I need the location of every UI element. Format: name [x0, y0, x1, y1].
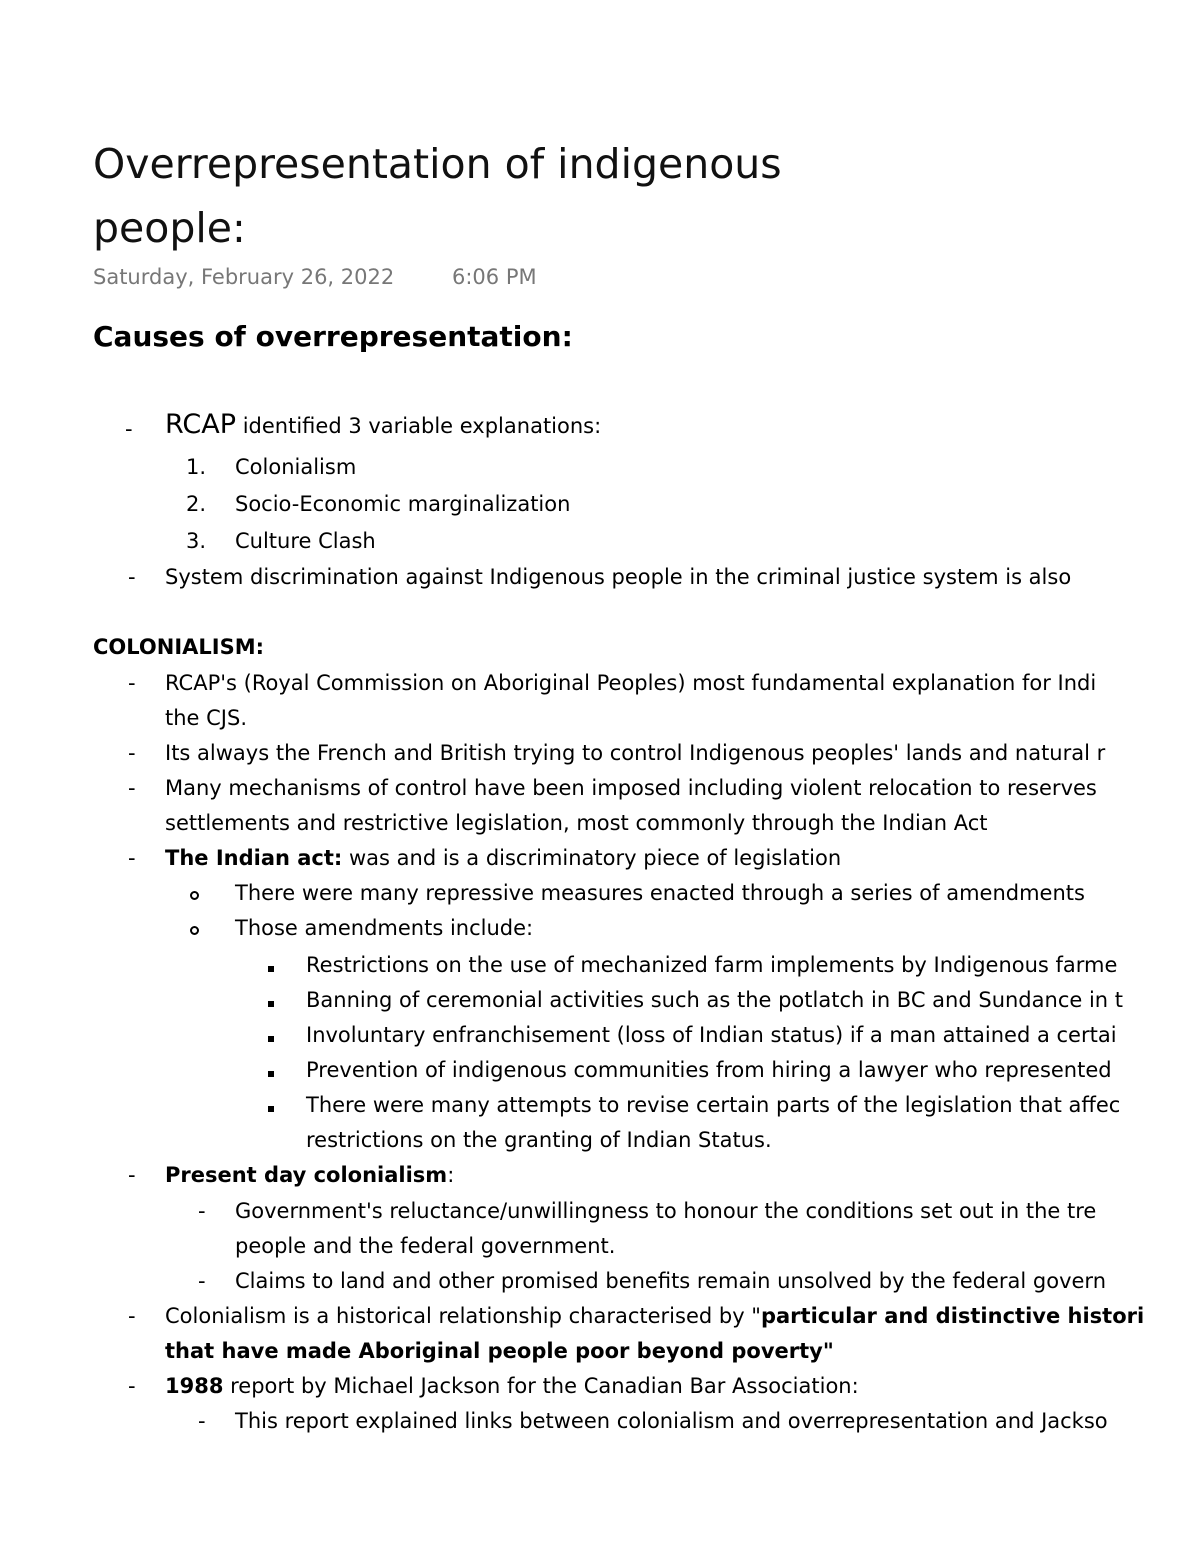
present-day-heading	[165, 1160, 454, 1190]
amendment-text: There were many attempts to revise certain parts of the legislation that affec	[306, 1093, 1121, 1117]
amendment-text: Involuntary enfranchisement (loss of Indian status) if a man attained a certai	[306, 1023, 1117, 1047]
present-day-colon: :	[447, 1163, 455, 1187]
amendment-text: Prevention of indigenous communities from hiring a lawyer who represented	[306, 1058, 1112, 1082]
historical-relationship-line	[165, 1301, 1144, 1331]
sub-bullet-text: Government's reluctance/unwillingness to honour the conditions set out in the tre	[235, 1199, 1097, 1223]
historical-text: Colonialism is a historical relationship characterised by "	[165, 1304, 761, 1328]
amendment-text: Banning of ceremonial activities such as the potlatch in BC and Sundance in t	[306, 988, 1124, 1012]
bullet-text: RCAP's (Royal Commission on Aboriginal Peoples) most fundamental explanation for Indi	[165, 671, 1097, 695]
dash-bullet: -	[128, 1163, 136, 1187]
sub-bullet-text: Those amendments include:	[235, 916, 534, 940]
list-item: Colonialism	[235, 455, 357, 479]
list-item: Culture Clash	[235, 529, 376, 553]
circle-bullet-icon	[190, 913, 199, 943]
amendment-text: restrictions on the granting of Indian Status.	[306, 1128, 772, 1152]
note-time: 6:06 PM	[452, 265, 537, 289]
dash-bullet: -	[128, 1304, 136, 1328]
square-bullet-icon	[268, 950, 274, 980]
dash-bullet: -	[128, 1374, 136, 1398]
bullet-text: the CJS.	[165, 706, 248, 730]
indian-act-label: The Indian act:	[165, 846, 343, 870]
sub-bullet-text: This report explained links between colonialism and overrepresentation and Jackso	[235, 1409, 1108, 1433]
circle-bullet-icon	[190, 878, 199, 908]
dash-bullet: -	[128, 776, 136, 800]
dash-bullet: -	[128, 846, 136, 870]
bullet-text: Many mechanisms of control have been imposed including violent relocation to reserves	[165, 776, 1097, 800]
amendment-text: Restrictions on the use of mechanized farm implements by Indigenous farme	[306, 953, 1118, 977]
report-year: 1988	[165, 1374, 224, 1398]
historical-bold: particular and distinctive histori	[760, 1304, 1145, 1328]
page-title	[93, 132, 782, 260]
historical-bold-line-2: that have made Aboriginal people poor beyond poverty"	[165, 1339, 834, 1363]
title-line-1: Overrepresentation of indigenous	[93, 140, 782, 188]
system-discrimination-line: System discrimination against Indigenous people in the criminal justice system is also	[165, 565, 1072, 589]
note-date: Saturday, February 26, 2022	[93, 265, 395, 289]
rcap-rest: identified 3 variable explanations:	[236, 414, 602, 438]
square-bullet-icon	[268, 1020, 274, 1050]
list-number: 1.	[186, 455, 207, 479]
list-number: 3.	[186, 529, 207, 553]
bullet-text: Its always the French and British trying to control Indigenous peoples' lands and natural r	[165, 741, 1106, 765]
rcap-lead: RCAP	[165, 409, 237, 440]
section-heading: Causes of overrepresentation:	[93, 320, 573, 353]
square-bullet-icon	[268, 1055, 274, 1085]
square-bullet-icon	[268, 1090, 274, 1120]
sub-bullet-text: Claims to land and other promised benefits remain unsolved by the federal govern	[235, 1269, 1106, 1293]
report-line	[165, 1371, 859, 1401]
sub-bullet-text: There were many repressive measures enacted through a series of amendments	[235, 881, 1085, 905]
dash-bullet: -	[128, 671, 136, 695]
bullet-text: settlements and restrictive legislation, most commonly through the Indian Act	[165, 811, 988, 835]
dash-bullet: -	[128, 741, 136, 765]
indian-act-line	[165, 843, 841, 873]
colonialism-heading: COLONIALISM:	[93, 635, 265, 659]
dash-bullet: -	[128, 565, 136, 589]
dash-bullet: -	[125, 417, 133, 441]
sub-bullet-text: people and the federal government.	[235, 1234, 616, 1258]
list-number: 2.	[186, 492, 207, 516]
dash-bullet: -	[198, 1199, 206, 1223]
present-day-label: Present day colonialism	[165, 1163, 448, 1187]
square-bullet-icon	[268, 985, 274, 1015]
rcap-line	[165, 410, 601, 441]
title-line-2: people:	[93, 204, 246, 252]
dash-bullet: -	[198, 1269, 206, 1293]
indian-act-text: was and is a discriminatory piece of legislation	[342, 846, 842, 870]
report-text: report by Michael Jackson for the Canadian Bar Association:	[223, 1374, 859, 1398]
list-item: Socio-Economic marginalization	[235, 492, 571, 516]
dash-bullet: -	[198, 1409, 206, 1433]
